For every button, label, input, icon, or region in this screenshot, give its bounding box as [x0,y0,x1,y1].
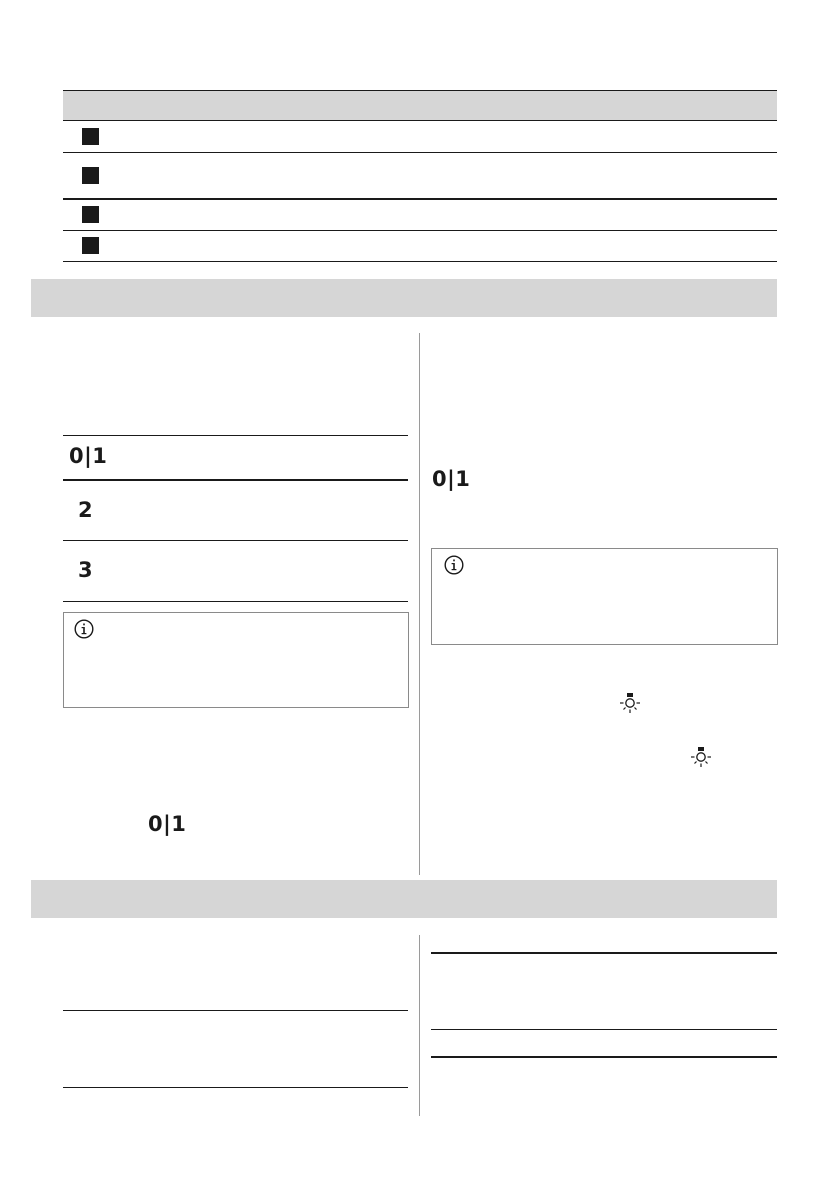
section-2-heading-bar [31,880,777,918]
table-header-top-rule [63,90,777,91]
table-row-marker [82,128,99,145]
table-header-row [63,90,777,120]
info-note-box [63,612,409,708]
section-2-right-rule [431,952,777,954]
table-bottom-rule [63,261,777,262]
section-2-column-divider [419,935,420,1116]
symbol-table-bottom-rule [63,601,408,602]
level-2-symbol: 2 [78,498,94,522]
table-row-rule [63,198,777,200]
section-2-left-rule [63,1010,408,1011]
table-row-marker [82,237,99,254]
symbol-table-top-rule [63,435,408,436]
section-1-column-divider [419,333,420,875]
table-row-marker [82,206,99,223]
symbol-table-row-rule [63,540,408,541]
section-2-right-rule [431,1056,777,1058]
table-header-bottom-rule [63,120,777,121]
level-3-symbol: 3 [78,558,94,582]
info-icon [74,619,94,639]
light-bulb-icon [619,692,641,714]
table-row-rule [63,230,777,231]
symbol-table-row-rule [63,479,408,481]
table-row-rule [63,152,777,153]
section-2-right-rule [431,1029,777,1030]
info-icon [444,555,464,575]
on-off-symbol: 0|1 [69,444,108,468]
on-off-symbol: 0|1 [432,467,471,491]
info-note-box [431,548,778,645]
section-2-left-rule [63,1087,408,1088]
table-row-marker [82,167,99,184]
on-off-symbol-inline: 0|1 [148,812,187,836]
section-1-heading-bar [31,279,777,317]
light-bulb-icon [690,746,712,768]
